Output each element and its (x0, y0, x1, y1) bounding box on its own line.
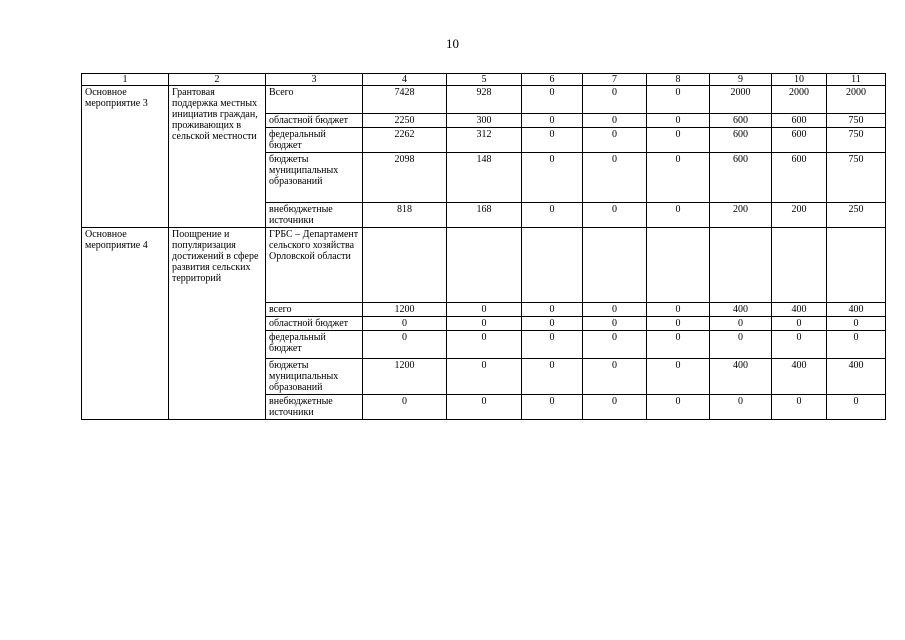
value-cell: 312 (447, 128, 522, 153)
value-cell: 7428 (363, 86, 447, 114)
column-header: 8 (647, 74, 710, 86)
source-label-cell: внебюджетные источники (266, 203, 363, 228)
value-cell: 0 (827, 331, 886, 359)
value-cell: 200 (710, 203, 772, 228)
source-label-cell: ГРБС – Департамент сельского хозяйства Орловской области (266, 228, 363, 303)
value-cell: 0 (647, 317, 710, 331)
source-label-cell: бюджеты муниципальных образований (266, 153, 363, 203)
value-cell: 400 (710, 359, 772, 395)
column-header: 11 (827, 74, 886, 86)
value-cell: 400 (772, 303, 827, 317)
value-cell: 2000 (827, 86, 886, 114)
value-cell: 0 (710, 331, 772, 359)
value-cell: 0 (583, 114, 647, 128)
value-cell: 0 (583, 317, 647, 331)
value-cell: 250 (827, 203, 886, 228)
value-cell: 400 (772, 359, 827, 395)
value-cell: 0 (447, 359, 522, 395)
value-cell: 0 (647, 395, 710, 420)
value-cell: 1200 (363, 303, 447, 317)
event-name-cell: Основное мероприятие 4 (82, 228, 169, 420)
value-cell: 0 (363, 331, 447, 359)
value-cell: 600 (710, 128, 772, 153)
value-cell: 0 (447, 395, 522, 420)
value-cell: 750 (827, 128, 886, 153)
value-cell: 300 (447, 114, 522, 128)
value-cell: 0 (647, 114, 710, 128)
value-cell: 400 (827, 303, 886, 317)
event-description-cell: Грантовая поддержка местных инициатив граждан, проживающих в сельской местности (169, 86, 266, 228)
source-label-cell: областной бюджет (266, 317, 363, 331)
table-row (82, 228, 886, 303)
column-header: 5 (447, 74, 522, 86)
value-cell (363, 228, 447, 303)
value-cell: 928 (447, 86, 522, 114)
value-cell: 0 (447, 303, 522, 317)
value-cell: 0 (647, 331, 710, 359)
value-cell: 0 (583, 303, 647, 317)
value-cell: 0 (583, 395, 647, 420)
value-cell: 0 (583, 203, 647, 228)
value-cell: 600 (710, 114, 772, 128)
value-cell (647, 228, 710, 303)
value-cell: 0 (583, 153, 647, 203)
value-cell (447, 228, 522, 303)
value-cell: 148 (447, 153, 522, 203)
value-cell: 0 (522, 86, 583, 114)
value-cell: 600 (772, 114, 827, 128)
budget-table (81, 73, 886, 420)
value-cell: 2000 (710, 86, 772, 114)
value-cell: 2250 (363, 114, 447, 128)
column-header: 9 (710, 74, 772, 86)
value-cell: 600 (772, 128, 827, 153)
value-cell: 0 (583, 359, 647, 395)
value-cell: 0 (647, 359, 710, 395)
column-header: 7 (583, 74, 647, 86)
value-cell: 0 (522, 359, 583, 395)
value-cell: 0 (447, 331, 522, 359)
value-cell: 0 (647, 303, 710, 317)
value-cell: 0 (522, 317, 583, 331)
value-cell: 0 (647, 153, 710, 203)
column-header: 6 (522, 74, 583, 86)
value-cell: 0 (647, 203, 710, 228)
value-cell: 0 (583, 128, 647, 153)
value-cell: 0 (522, 303, 583, 317)
value-cell: 0 (772, 317, 827, 331)
value-cell: 600 (772, 153, 827, 203)
value-cell (583, 228, 647, 303)
value-cell: 0 (363, 395, 447, 420)
event-name-cell: Основное мероприятие 3 (82, 86, 169, 228)
header-row (82, 74, 886, 86)
column-header: 4 (363, 74, 447, 86)
source-label-cell: всего (266, 303, 363, 317)
value-cell: 0 (522, 114, 583, 128)
source-label-cell: федеральный бюджет (266, 128, 363, 153)
value-cell (827, 228, 886, 303)
source-label-cell: внебюджетные источники (266, 395, 363, 420)
column-header: 10 (772, 74, 827, 86)
value-cell: 0 (827, 317, 886, 331)
value-cell: 168 (447, 203, 522, 228)
page-number: 10 (446, 36, 459, 51)
value-cell: 0 (583, 331, 647, 359)
value-cell: 0 (827, 395, 886, 420)
value-cell: 1200 (363, 359, 447, 395)
value-cell (522, 228, 583, 303)
value-cell: 0 (522, 128, 583, 153)
value-cell: 0 (363, 317, 447, 331)
value-cell: 750 (827, 114, 886, 128)
source-label-cell: областной бюджет (266, 114, 363, 128)
value-cell: 400 (827, 359, 886, 395)
column-header: 2 (169, 74, 266, 86)
event-description-cell: Поощрение и популяризация достижений в сфере развития сельских территорий (169, 228, 266, 420)
value-cell: 0 (647, 86, 710, 114)
value-cell: 0 (522, 395, 583, 420)
value-cell: 2098 (363, 153, 447, 203)
value-cell: 818 (363, 203, 447, 228)
value-cell: 0 (522, 153, 583, 203)
value-cell: 0 (647, 128, 710, 153)
source-label-cell: федеральный бюджет (266, 331, 363, 359)
value-cell: 0 (772, 331, 827, 359)
value-cell: 200 (772, 203, 827, 228)
source-label-cell: Всего (266, 86, 363, 114)
table-row (82, 86, 886, 114)
value-cell: 0 (447, 317, 522, 331)
value-cell: 0 (522, 203, 583, 228)
value-cell: 750 (827, 153, 886, 203)
value-cell: 0 (710, 317, 772, 331)
value-cell: 600 (710, 153, 772, 203)
column-header: 1 (82, 74, 169, 86)
value-cell: 400 (710, 303, 772, 317)
value-cell: 2262 (363, 128, 447, 153)
value-cell: 0 (772, 395, 827, 420)
value-cell (772, 228, 827, 303)
value-cell: 0 (710, 395, 772, 420)
value-cell: 0 (583, 86, 647, 114)
value-cell (710, 228, 772, 303)
source-label-cell: бюджеты муниципальных образований (266, 359, 363, 395)
value-cell: 0 (522, 331, 583, 359)
value-cell: 2000 (772, 86, 827, 114)
column-header: 3 (266, 74, 363, 86)
